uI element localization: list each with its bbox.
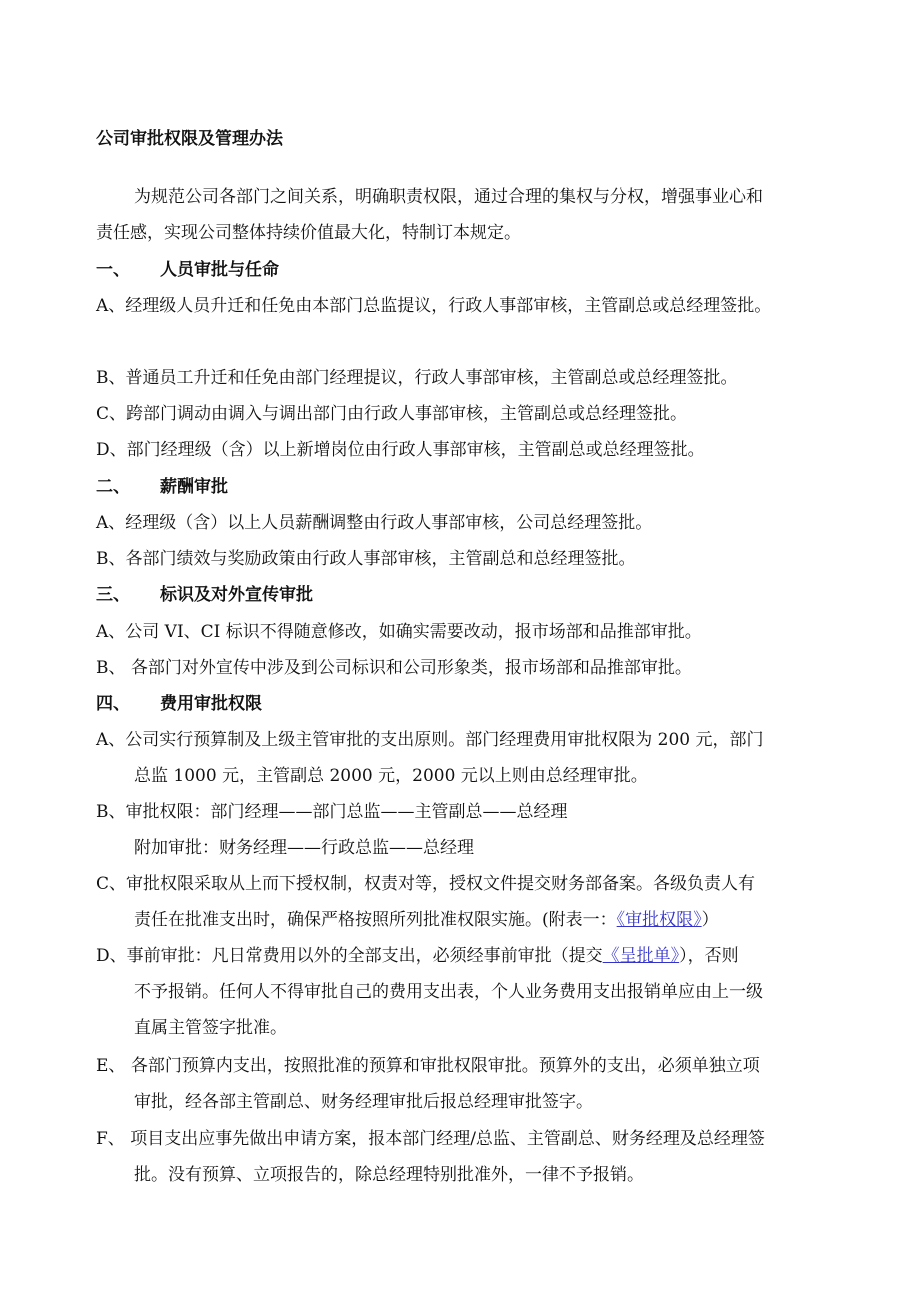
section-number: 三、 [96, 585, 130, 605]
list-item: E、 各部门预算内支出，按照批准的预算和审批权限审批。预算外的支出，必须单独立项 [96, 1056, 760, 1076]
section-number: 四、 [96, 694, 130, 714]
list-item: A、经理级人员升迁和任免由本部门总监提议，行政人事部审核，主管副总或总经理签批。 [96, 296, 772, 316]
document-title: 公司审批权限及管理办法 [96, 129, 283, 149]
section-heading [96, 258, 279, 282]
item-text: 责任在批准支出时，确保严格按照所列批准权限实施。(附表一： [134, 910, 617, 930]
section-title: 费用审批权限 [160, 694, 262, 714]
section-title: 标识及对外宣传审批 [160, 585, 313, 605]
list-item: A、经理级（含）以上人员薪酬调整由行政人事部审核，公司总经理签批。 [96, 513, 653, 533]
list-item [96, 944, 739, 968]
list-item-continuation: 附加审批：财务经理——行政总监——总经理 [134, 838, 474, 858]
list-item-continuation: 审批，经各部主管副总、财务经理审批后报总经理审批签字。 [134, 1092, 593, 1112]
list-item: F、 项目支出应事先做出申请方案，报本部门经理/总监、主管副总、财务经理及总经理签 [96, 1129, 765, 1149]
section-title: 薪酬审批 [160, 477, 228, 497]
section-number: 一、 [96, 260, 130, 280]
list-item: A、公司 VI、CI 标识不得随意修改，如确实需要改动，报市场部和品推部审批。 [96, 622, 702, 642]
list-item: A、公司实行预算制及上级主管审批的支出原则。部门经理费用审批权限为 200 元，部门 [96, 730, 764, 750]
list-item: B、普通员工升迁和任免由部门经理提议，行政人事部审核，主管副总或总经理签批。 [96, 368, 738, 388]
list-item: B、各部门绩效与奖励政策由行政人事部审核，主管副总和总经理签批。 [96, 549, 636, 569]
item-text: ） [701, 910, 719, 930]
list-item-continuation: 批。没有预算、立项报告的，除总经理特别批准外，一律不予报销。 [134, 1165, 644, 1185]
section-title: 人员审批与任命 [160, 260, 279, 280]
approval-authority-link[interactable]: 《审批权限》 [616, 910, 702, 930]
section-heading [96, 475, 228, 499]
list-item: B、 各部门对外宣传中涉及到公司标识和公司形象类，报市场部和品推部审批。 [96, 658, 692, 678]
list-item: C、审批权限采取从上而下授权制，权责对等，授权文件提交财务部备案。各级负责人有 [96, 874, 756, 894]
item-text: D、事前审批：凡日常费用以外的全部支出，必须经事前审批（提交 [96, 946, 603, 966]
intro-line: 责任感，实现公司整体持续价值最大化，特制订本规定。 [96, 223, 521, 243]
section-number: 二、 [96, 477, 130, 497]
section-heading [96, 583, 313, 607]
approval-form-link[interactable]: 《呈批单》 [602, 946, 680, 966]
list-item-continuation: 总监 1000 元，主管副总 2000 元，2000 元以上则由总经理审批。 [134, 766, 648, 786]
intro-line: 为规范公司各部门之间关系，明确职责权限，通过合理的集权与分权，增强事业心和 [134, 187, 763, 207]
list-item: C、跨部门调动由调入与调出部门由行政人事部审核，主管副总或总经理签批。 [96, 404, 688, 424]
list-item: D、部门经理级（含）以上新增岗位由行政人事部审核，主管副总或总经理签批。 [96, 440, 705, 460]
list-item: B、审批权限：部门经理——部门总监——主管副总——总经理 [96, 802, 568, 822]
section-heading [96, 692, 262, 716]
item-text: ），否则 [679, 946, 739, 966]
list-item-continuation: 不予报销。任何人不得审批自己的费用支出表，个人业务费用支出报销单应由上一级 [134, 982, 763, 1002]
list-item-continuation: 直属主管签字批准。 [134, 1018, 287, 1038]
list-item-continuation [134, 908, 719, 932]
